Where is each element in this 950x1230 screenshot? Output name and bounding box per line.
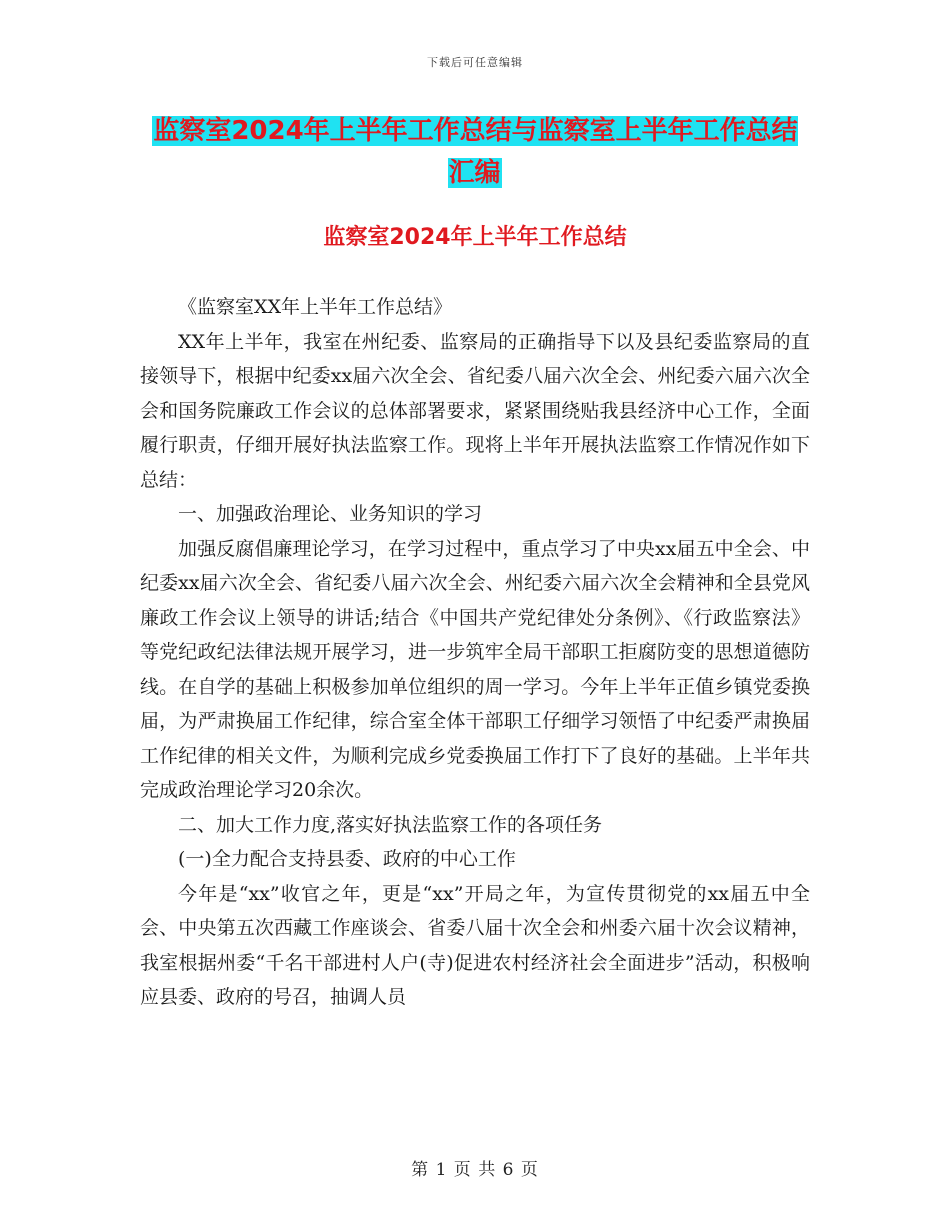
page-number: 第 1 页 共 6 页 xyxy=(411,1160,539,1180)
subheading-support-center: (一)全力配合支持县委、政府的中心工作 xyxy=(178,848,516,870)
heading-study: 一、加强政治理论、业务知识的学习 xyxy=(178,503,483,525)
document-title-text: 监察室2024年上半年工作总结与监察室上半年工作总结汇编 xyxy=(153,116,798,188)
paragraph-quote-title: 《监察室XX年上半年工作总结》 xyxy=(178,296,453,318)
document-body xyxy=(140,290,810,1015)
page-header-note: 下载后可任意编辑 xyxy=(427,56,523,69)
heading-work-tasks: 二、加大工作力度,落实好执法监察工作的各项任务 xyxy=(178,813,603,836)
paragraph-intro: XX年上半年，我室在州纪委、监察局的正确指导下以及县纪委监察局的直接领导下，根据中纪委xx届六次全会、省纪委八届六次全会、州纪委六届六次全会和国务院廉政工作会议的总体部署要求，紧紧围绕贴我县经济中心工作，全面履行职责，仔细开展好执法监察工作。现将上半年开展执法监察工作情况作如下总结： xyxy=(140,330,810,491)
paragraph-study: 加强反腐倡廉理论学习，在学习过程中，重点学习了中央xx届五中全会、中纪委xx届六次全会、省纪委八届六次全会、州纪委六届六次全会精神和全县党风廉政工作会议上领导的讲话;结合《中国共产党纪律处分条例》、《行政监察法》等党纪政纪法律法规开展学习，进一步筑牢全局干部职工拒腐防变的思想道德防线。在自学的基础上积极参加单位组织的周一学习。今年上半年正值乡镇党委换届，为严肃换届工作纪律，综合室全体干部职工仔细学习领悟了中纪委严肃换届工作纪律的相关文件，为顺利完成乡党委换届工作打下了良好的基础。上半年共完成政治理论学习20余次。 xyxy=(140,537,810,801)
document-title xyxy=(140,110,810,194)
paragraph-support-center: 今年是“xx”收官之年，更是“xx”开局之年，为宣传贯彻党的xx届五中全会、中央第五次西藏工作座谈会、省委八届十次全会和州委六届十次会议精神，我室根据州委“千名干部进村人户(寺)促进农村经济社会全面进步”活动，积极响应县委、政府的号召，抽调人员 xyxy=(140,882,810,1008)
section-title: 监察室2024年上半年工作总结 xyxy=(323,225,627,250)
